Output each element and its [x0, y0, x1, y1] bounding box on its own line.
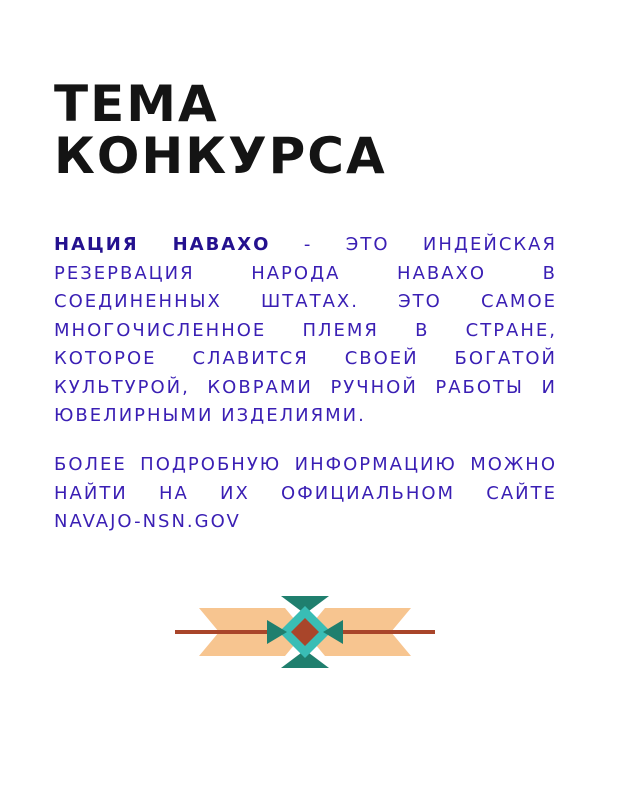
description-text: - ЭТО ИНДЕЙСКАЯ РЕЗЕРВАЦИЯ НАРОДА НАВАХО В СОЕДИНЕННЫХ ШТАТАХ. ЭТО САМОЕ МНОГОЧИСЛЕННОЕ ПЛЕМЯ В СТРАНЕ, КОТОРОЕ СЛАВИТСЯ СВОЕЙ БОГАТОЙ КУЛЬТУРОЙ, КОВРАМИ РУЧНОЙ РАБОТЫ И ЮВЕЛИРНЫМИ ИЗДЕЛИЯМИ. — [54, 234, 557, 426]
description-paragraph — [54, 231, 557, 431]
title-line-1: ТЕМА — [54, 75, 219, 133]
navajo-nation-highlight: НАЦИЯ НАВАХО — [54, 234, 271, 255]
navajo-pattern-icon — [175, 596, 435, 668]
title-line-2: КОНКУРСА — [54, 127, 387, 185]
more-info-paragraph: БОЛЕЕ ПОДРОБНУЮ ИНФОРМАЦИЮ МОЖНО НАЙТИ НА ИХ ОФИЦИАЛЬНОМ САЙТЕ NAVAJO-NSN.GOV — [54, 454, 557, 532]
page-title — [54, 75, 594, 185]
